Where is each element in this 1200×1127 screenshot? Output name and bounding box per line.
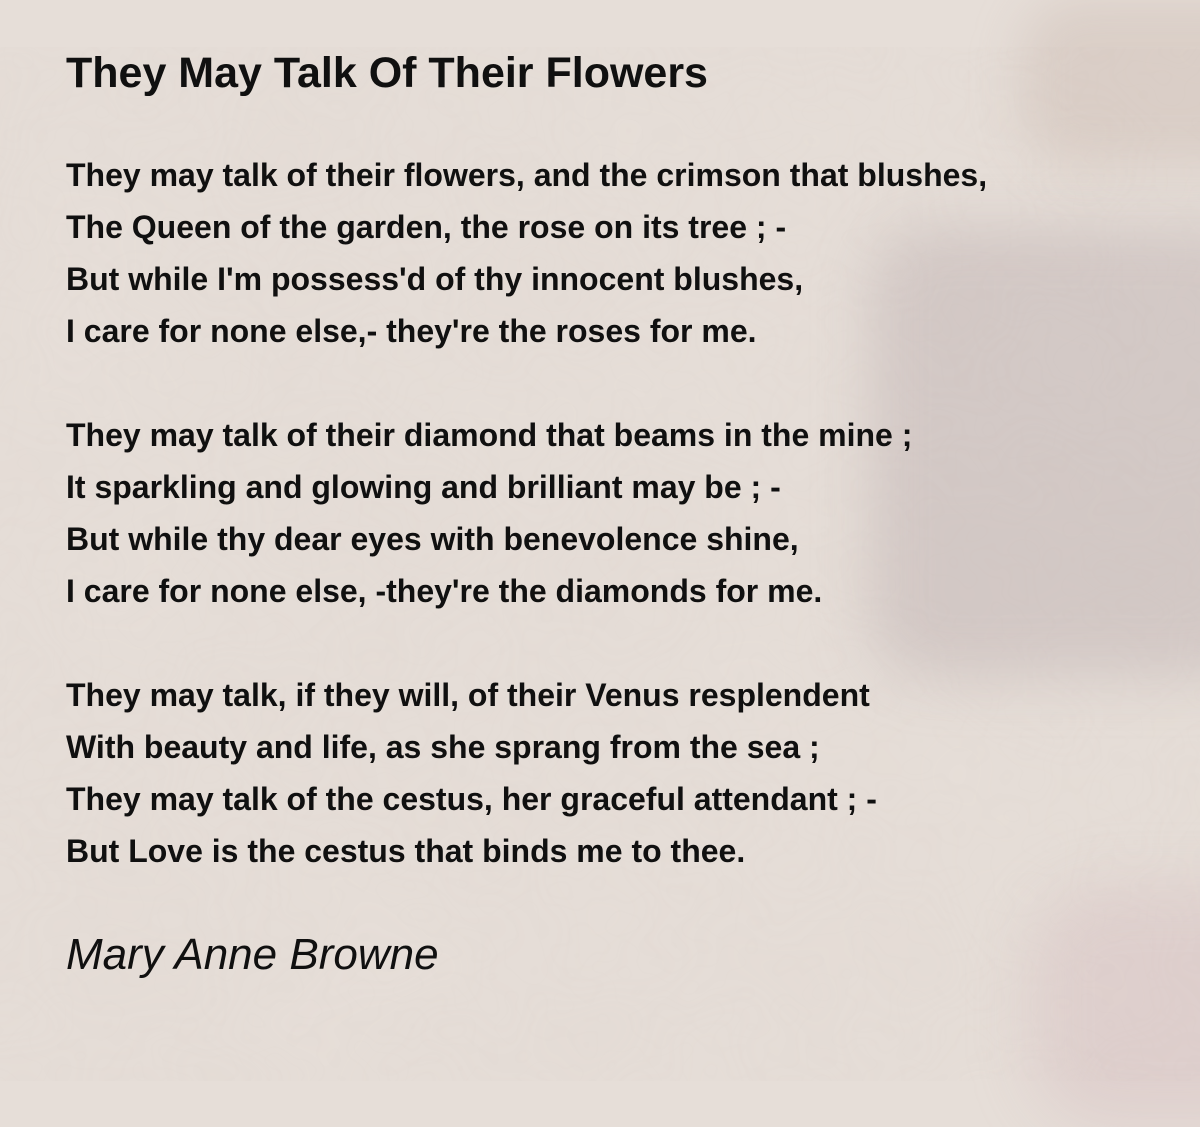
- poem-line: I care for none else, -they're the diamonds for me.: [66, 573, 823, 609]
- poem-line: They may talk, if they will, of their Venus resplendent: [66, 677, 870, 713]
- poem-line: It sparkling and glowing and brilliant may be ; -: [66, 469, 781, 505]
- poem-line: I care for none else,- they're the roses for me.: [66, 313, 757, 349]
- poem-line: They may talk of the cestus, her graceful attendant ; -: [66, 781, 877, 817]
- poem-author: Mary Anne Browne: [66, 930, 439, 979]
- poem-line: The Queen of the garden, the rose on its tree ; -: [66, 209, 787, 245]
- poem-stanza: [66, 149, 1160, 357]
- poem-line: But while thy dear eyes with benevolence shine,: [66, 521, 799, 557]
- poem-line: They may talk of their diamond that beams in the mine ;: [66, 417, 913, 453]
- poem-line: But while I'm possess'd of thy innocent blushes,: [66, 261, 804, 297]
- poem-line: With beauty and life, as she sprang from the sea ;: [66, 729, 820, 765]
- poem-line: But Love is the cestus that binds me to thee.: [66, 833, 746, 869]
- poem-body: [66, 149, 1160, 877]
- poem-stanza: [66, 669, 1160, 877]
- poem-stanza: [66, 409, 1160, 617]
- poem-page: [0, 47, 1200, 981]
- poem-line: They may talk of their flowers, and the crimson that blushes,: [66, 157, 988, 193]
- poem-title: They May Talk Of Their Flowers: [66, 49, 708, 97]
